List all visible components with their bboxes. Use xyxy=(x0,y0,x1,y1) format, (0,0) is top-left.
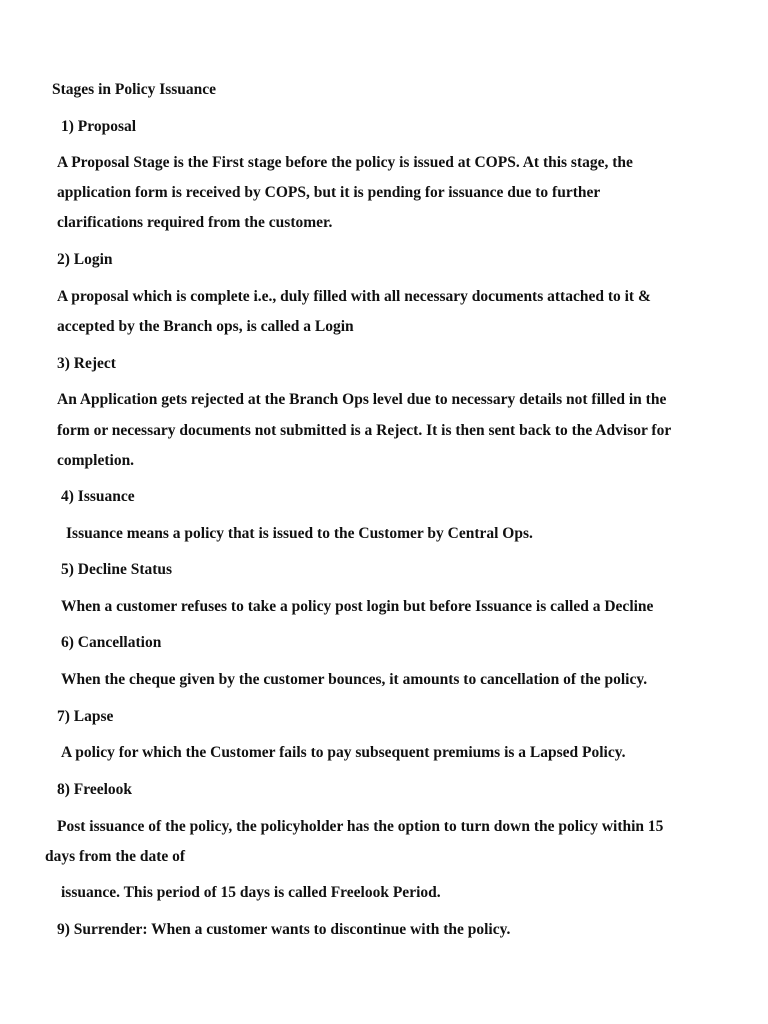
section-body-line: An Application gets rejected at the Branch Ops level due to necessary details not filled in the xyxy=(57,391,667,408)
section-body-line: Post issuance of the policy, the policyholder has the option to turn down the policy within 15 xyxy=(57,818,664,835)
section-heading: 8) Freelook xyxy=(57,781,133,798)
section-heading: 2) Login xyxy=(57,251,113,268)
section-body-line: A proposal which is complete i.e., duly filled with all necessary documents attached to it & xyxy=(57,288,651,305)
section-heading: 6) Cancellation xyxy=(61,634,162,651)
section-body-line: days from the date of xyxy=(45,848,186,865)
section-body-line: accepted by the Branch ops, is called a Login xyxy=(57,318,354,335)
section-body-line: issuance. This period of 15 days is called Freelook Period. xyxy=(61,884,441,901)
section-heading: 4) Issuance xyxy=(61,488,135,505)
section-heading: 9) Surrender: When a customer wants to discontinue with the policy. xyxy=(57,921,511,938)
section-body-line: Issuance means a policy that is issued to the Customer by Central Ops. xyxy=(66,525,533,542)
section-body-line: When a customer refuses to take a policy post login but before Issuance is called a Decline xyxy=(61,598,654,615)
section-body-line: A policy for which the Customer fails to pay subsequent premiums is a Lapsed Policy. xyxy=(61,744,626,761)
section-body-line: clarifications required from the customer. xyxy=(57,214,333,231)
section-body-line: completion. xyxy=(57,452,135,469)
section-body-line: application form is received by COPS, but it is pending for issuance due to further xyxy=(57,184,601,201)
section-body-line: form or necessary documents not submitted is a Reject. It is then sent back to the Advisor for xyxy=(57,422,672,439)
section-heading: 1) Proposal xyxy=(61,118,137,135)
section-heading: 3) Reject xyxy=(57,355,116,372)
section-heading: 5) Decline Status xyxy=(61,561,173,578)
section-body-line: A Proposal Stage is the First stage before the policy is issued at COPS. At this stage, the xyxy=(57,154,633,171)
section-body-line: When the cheque given by the customer bounces, it amounts to cancellation of the policy. xyxy=(61,671,648,688)
section-heading: 7) Lapse xyxy=(57,708,114,725)
page-title: Stages in Policy Issuance xyxy=(52,81,217,98)
